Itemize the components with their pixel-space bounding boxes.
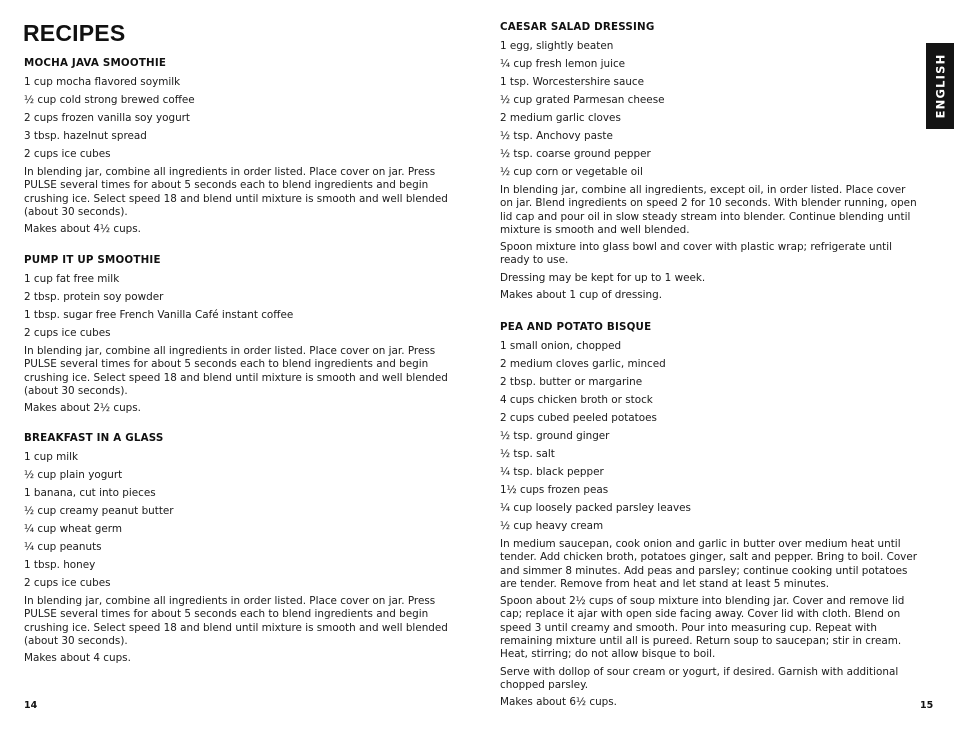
- recipe-title: MOCHA JAVA SMOOTHIE: [24, 57, 167, 69]
- ingredient-line: 1 cup fat free milk: [24, 273, 120, 285]
- instructions-paragraph: Serve with dollop of sour cream or yogurt, if desired. Garnish with additional chopped parsley.: [500, 665, 899, 691]
- page-number: 15: [920, 700, 934, 711]
- ingredient-line: 1 tbsp. honey: [24, 559, 96, 571]
- ingredient-line: 1 tbsp. sugar free French Vanilla Café instant coffee: [24, 309, 294, 321]
- ingredient-line: ½ tsp. coarse ground pepper: [500, 148, 651, 160]
- instructions-paragraph: Dressing may be kept for up to 1 week.: [500, 271, 706, 284]
- ingredient-line: ½ cup grated Parmesan cheese: [500, 94, 665, 106]
- ingredient-line: ½ cup corn or vegetable oil: [500, 166, 643, 178]
- ingredient-line: ¼ cup fresh lemon juice: [500, 58, 626, 70]
- ingredient-line: ½ tsp. ground ginger: [500, 430, 610, 442]
- ingredient-line: ¼ cup wheat germ: [24, 523, 122, 535]
- yield-text: Makes about 4½ cups.: [24, 223, 141, 236]
- instructions-paragraph: In medium saucepan, cook onion and garlic in butter over medium heat until tender. Add chicken broth, potatoes ginger, salt and pepper. Bring to boil. Cover and simmer 8 minutes. Add peas and parsley; continue cooking until potatoes are tender. Remove from heat and let stand at least 5 minutes.: [500, 538, 917, 590]
- instructions-paragraph: In blending jar, combine all ingredients in order listed. Place cover on jar. Press PULSE several times for about 5 seconds each to blend ingredients and begin crushing ice. Select speed 18 and blend until mixture is smooth and well blended (about 30 seconds).: [24, 166, 448, 218]
- ingredient-line: 1 banana, cut into pieces: [24, 487, 156, 499]
- ingredient-line: 2 cups ice cubes: [24, 577, 111, 589]
- recipe-title: PEA AND POTATO BISQUE: [500, 321, 652, 333]
- ingredient-line: 2 tbsp. butter or margarine: [500, 376, 643, 388]
- ingredient-line: 2 cups ice cubes: [24, 148, 111, 160]
- ingredient-line: 2 cups ice cubes: [24, 327, 111, 339]
- ingredient-line: 1 tsp. Worcestershire sauce: [500, 76, 645, 88]
- recipe-breakfast-in-a-glass: [24, 431, 448, 669]
- language-tab: [926, 43, 954, 129]
- ingredient-line: 1 egg, slightly beaten: [500, 40, 614, 52]
- ingredient-line: 2 cups frozen vanilla soy yogurt: [24, 112, 191, 124]
- recipe-title: BREAKFAST IN A GLASS: [24, 432, 164, 444]
- ingredient-line: 3 tbsp. hazelnut spread: [24, 130, 147, 142]
- ingredient-line: ½ cup plain yogurt: [24, 469, 123, 481]
- ingredient-line: 4 cups chicken broth or stock: [500, 394, 653, 406]
- ingredient-line: 2 tbsp. protein soy powder: [24, 291, 164, 303]
- ingredient-line: ½ tsp. salt: [500, 448, 555, 460]
- ingredient-line: 2 medium cloves garlic, minced: [500, 358, 666, 370]
- ingredient-line: 2 medium garlic cloves: [500, 112, 621, 124]
- instructions-paragraph: Spoon about 2½ cups of soup mixture into blending jar. Cover and remove lid cap; replace it ajar with open side facing away. Cover lid with cloth. Blend on speed 3 until creamy and smooth. Pour into measuring cup. Repeat with remaining mixture until all is pureed. Return soup to saucepan; stir in cream. Heat, stirring; do not allow bisque to boil.: [500, 595, 905, 661]
- recipe-pump-it-up-smoothie: [24, 253, 448, 419]
- ingredient-line: 1½ cups frozen peas: [500, 484, 609, 496]
- yield-text: Makes about 2½ cups.: [24, 402, 141, 415]
- language-tab-label: ENGLISH: [933, 53, 947, 119]
- instructions-paragraph: In blending jar, combine all ingredients, except oil, in order listed. Place cover on jar. Blend ingredients on speed 2 for 10 seconds. With blender running, open lid cap and pour oil in slow steady stream into blender. Continue blending until mixture is smooth and well blended.: [500, 184, 917, 236]
- yield-text: Makes about 6½ cups.: [500, 696, 617, 709]
- ingredient-line: 1 cup milk: [24, 451, 79, 463]
- ingredient-line: ¼ cup loosely packed parsley leaves: [500, 502, 691, 514]
- ingredient-line: ½ cup creamy peanut butter: [24, 505, 174, 517]
- ingredient-line: ½ cup cold strong brewed coffee: [24, 94, 195, 106]
- recipe-title: CAESAR SALAD DRESSING: [500, 21, 655, 33]
- recipe-title: PUMP IT UP SMOOTHIE: [24, 254, 161, 266]
- yield-text: Makes about 4 cups.: [24, 652, 131, 665]
- page-title: RECIPES: [23, 20, 126, 46]
- page-number: 14: [24, 700, 38, 711]
- recipe-pea-and-potato-bisque: [500, 320, 918, 714]
- instructions-paragraph: Spoon mixture into glass bowl and cover with plastic wrap; refrigerate until ready to use.: [500, 241, 893, 267]
- yield-text: Makes about 1 cup of dressing.: [500, 289, 663, 302]
- recipe-mocha-java-smoothie: [24, 56, 448, 240]
- ingredient-line: 1 cup mocha flavored soymilk: [24, 76, 181, 88]
- ingredient-line: 1 small onion, chopped: [500, 340, 622, 352]
- ingredient-line: 2 cups cubed peeled potatoes: [500, 412, 657, 424]
- instructions-paragraph: In blending jar, combine all ingredients in order listed. Place cover on jar. Press PULSE several times for about 5 seconds each to blend ingredients and begin crushing ice. Select speed 18 and blend until mixture is smooth and well blended (about 30 seconds).: [24, 595, 448, 647]
- instructions-paragraph: In blending jar, combine all ingredients in order listed. Place cover on jar. Press PULSE several times for about 5 seconds each to blend ingredients and begin crushing ice. Select speed 18 and blend until mixture is smooth and well blended (about 30 seconds).: [24, 345, 448, 397]
- ingredient-line: ¼ tsp. black pepper: [500, 466, 604, 478]
- ingredient-line: ¼ cup peanuts: [24, 541, 102, 553]
- ingredient-line: ½ tsp. Anchovy paste: [500, 130, 613, 142]
- recipe-caesar-salad-dressing: [500, 20, 918, 306]
- ingredient-line: ½ cup heavy cream: [500, 520, 604, 532]
